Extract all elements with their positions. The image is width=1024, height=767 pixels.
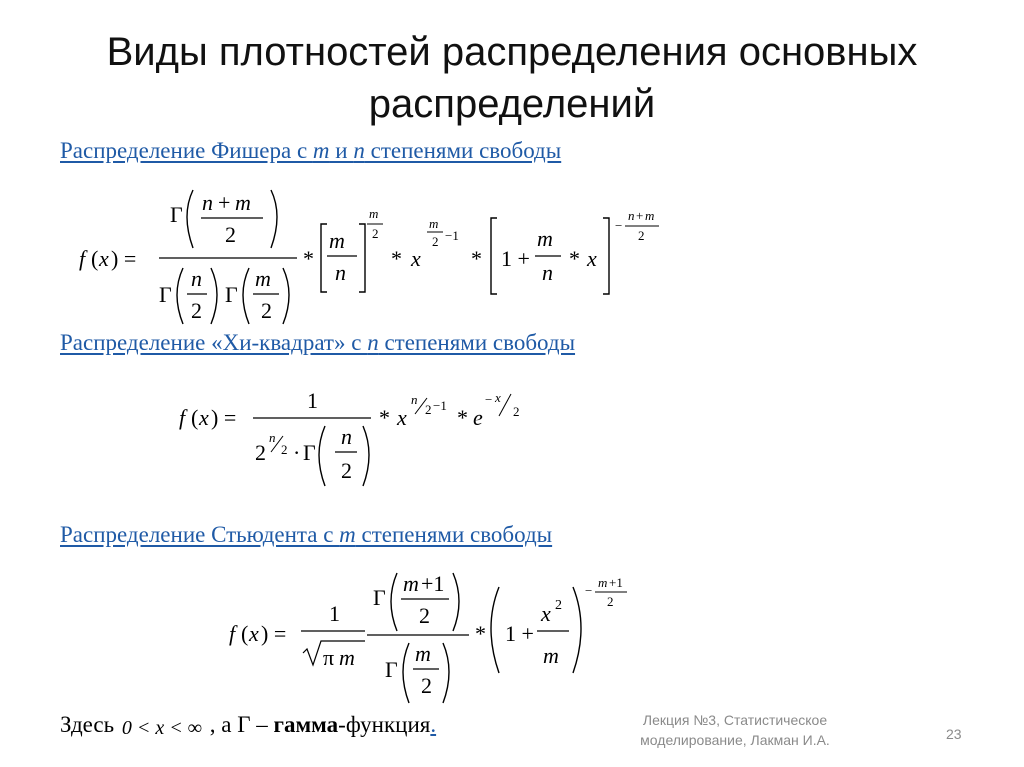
- svg-text:+1: +1: [609, 575, 623, 590]
- page-number: 23: [946, 726, 962, 742]
- svg-text:*: *: [379, 405, 390, 430]
- svg-text:2: 2: [419, 603, 430, 628]
- svg-text:x: x: [541, 601, 551, 626]
- svg-text:n: n: [202, 190, 213, 215]
- svg-text:*: *: [569, 246, 580, 271]
- fisher-var-n: n: [353, 138, 365, 163]
- svg-text:2: 2: [607, 594, 614, 609]
- note-condition: 0 < x < ∞: [121, 717, 203, 739]
- svg-text:x: x: [199, 405, 209, 430]
- svg-text:f: f: [229, 621, 236, 646]
- note-middle: , а Γ –: [209, 712, 274, 737]
- svg-text:2: 2: [191, 298, 202, 323]
- svg-text:2: 2: [421, 673, 432, 698]
- svg-text:*: *: [471, 246, 482, 271]
- svg-text:Γ: Γ: [225, 282, 238, 307]
- note-bold: гамма: [273, 712, 339, 737]
- note-suffix: -функция: [338, 712, 431, 737]
- svg-text:n: n: [341, 424, 352, 449]
- fisher-heading-text-1: Распределение Фишера с: [60, 138, 313, 163]
- svg-text:π: π: [323, 645, 335, 670]
- svg-text:+: +: [636, 208, 644, 223]
- svg-text:Γ: Γ: [373, 585, 386, 610]
- svg-text:*: *: [303, 246, 314, 271]
- svg-text:−: −: [615, 218, 623, 233]
- svg-text:(: (: [191, 405, 199, 430]
- fisher-var-m: m: [312, 138, 330, 163]
- svg-text:+1: +1: [421, 571, 445, 596]
- svg-text:n: n: [191, 266, 202, 291]
- fisher-heading[interactable]: [60, 138, 561, 164]
- slide-footer: Лекция №3, Статистическое моделирование, Лакман И.А.: [640, 712, 830, 748]
- svg-text:) =: ) =: [261, 621, 287, 646]
- svg-text:2: 2: [225, 222, 236, 247]
- svg-text:m: m: [329, 228, 345, 253]
- svg-text:+: +: [218, 190, 231, 215]
- svg-text:x: x: [249, 621, 259, 646]
- svg-text:Γ: Γ: [170, 202, 183, 227]
- svg-text:) =: ) =: [211, 405, 237, 430]
- svg-text:1: 1: [307, 388, 318, 413]
- slide-title: Виды плотностей распределения основных распределений: [106, 30, 918, 126]
- svg-text:2: 2: [425, 402, 432, 417]
- fisher-formula: [75, 180, 685, 330]
- svg-text:−: −: [585, 583, 593, 598]
- chi-var-n: n: [367, 330, 379, 355]
- svg-text:m: m: [645, 208, 655, 223]
- svg-text:−1: −1: [433, 398, 447, 413]
- svg-text:m: m: [537, 226, 553, 251]
- svg-text:n: n: [628, 208, 635, 223]
- svg-text:m: m: [429, 216, 439, 231]
- svg-text:1 +: 1 +: [505, 621, 534, 646]
- svg-text:Γ: Γ: [159, 282, 172, 307]
- fisher-heading-text-2: и: [329, 138, 354, 163]
- svg-text:2: 2: [513, 404, 520, 419]
- svg-text:x: x: [397, 405, 407, 430]
- svg-text:2: 2: [555, 598, 562, 613]
- gamma-note: [60, 712, 436, 738]
- student-var-m: m: [339, 522, 356, 547]
- student-heading-text-2: степенями свободы: [355, 522, 553, 547]
- svg-text:2: 2: [255, 440, 266, 465]
- svg-text:m: m: [415, 641, 431, 666]
- svg-text:*: *: [457, 405, 468, 430]
- svg-text:m: m: [403, 571, 419, 596]
- svg-text:*: *: [475, 621, 486, 646]
- svg-text:*: *: [391, 246, 402, 271]
- svg-text:m: m: [255, 266, 271, 291]
- fisher-heading-text-3: степенями свободы: [364, 138, 562, 163]
- svg-text:m: m: [369, 206, 379, 221]
- svg-text:n: n: [335, 260, 346, 285]
- svg-text:n: n: [411, 392, 418, 407]
- chi-heading[interactable]: [60, 330, 575, 356]
- svg-text:x: x: [495, 390, 501, 405]
- note-dot: .: [430, 712, 437, 737]
- student-heading[interactable]: [60, 522, 552, 548]
- svg-text:m: m: [598, 575, 608, 590]
- note-prefix: Здесь: [60, 712, 120, 737]
- chi-heading-text-1: Распределение «Хи-квадрат» с: [60, 330, 368, 355]
- svg-text:(: (: [241, 621, 249, 646]
- svg-text:Γ: Γ: [303, 440, 316, 465]
- svg-text:m: m: [543, 643, 559, 668]
- svg-text:m: m: [235, 190, 251, 215]
- svg-text:−: −: [485, 392, 493, 407]
- svg-text:n: n: [542, 260, 553, 285]
- svg-text:2: 2: [432, 234, 439, 249]
- svg-text:2: 2: [638, 228, 645, 243]
- svg-text:x: x: [587, 246, 597, 271]
- svg-text:2: 2: [281, 442, 288, 457]
- svg-text:1: 1: [329, 601, 340, 626]
- student-heading-text-1: Распределение Стьюдента с: [60, 522, 340, 547]
- svg-text:2: 2: [261, 298, 272, 323]
- svg-text:x: x: [99, 246, 109, 271]
- svg-text:f: f: [79, 246, 86, 271]
- svg-text:e: e: [473, 405, 483, 430]
- svg-text:2: 2: [372, 226, 379, 241]
- student-formula: [225, 565, 655, 710]
- svg-text:−1: −1: [445, 228, 459, 243]
- chi-formula: [175, 380, 555, 495]
- chi-heading-text-2: степенями свободы: [378, 330, 576, 355]
- svg-text:) =: ) =: [111, 246, 137, 271]
- svg-text:n: n: [269, 430, 276, 445]
- svg-text:x: x: [411, 246, 421, 271]
- svg-text:(: (: [91, 246, 99, 271]
- svg-text:Γ: Γ: [385, 657, 398, 682]
- svg-text:·: ·: [293, 440, 301, 465]
- svg-text:2: 2: [341, 458, 352, 483]
- svg-text:1 +: 1 +: [501, 246, 530, 271]
- svg-text:f: f: [179, 405, 186, 430]
- svg-text:m: m: [339, 645, 355, 670]
